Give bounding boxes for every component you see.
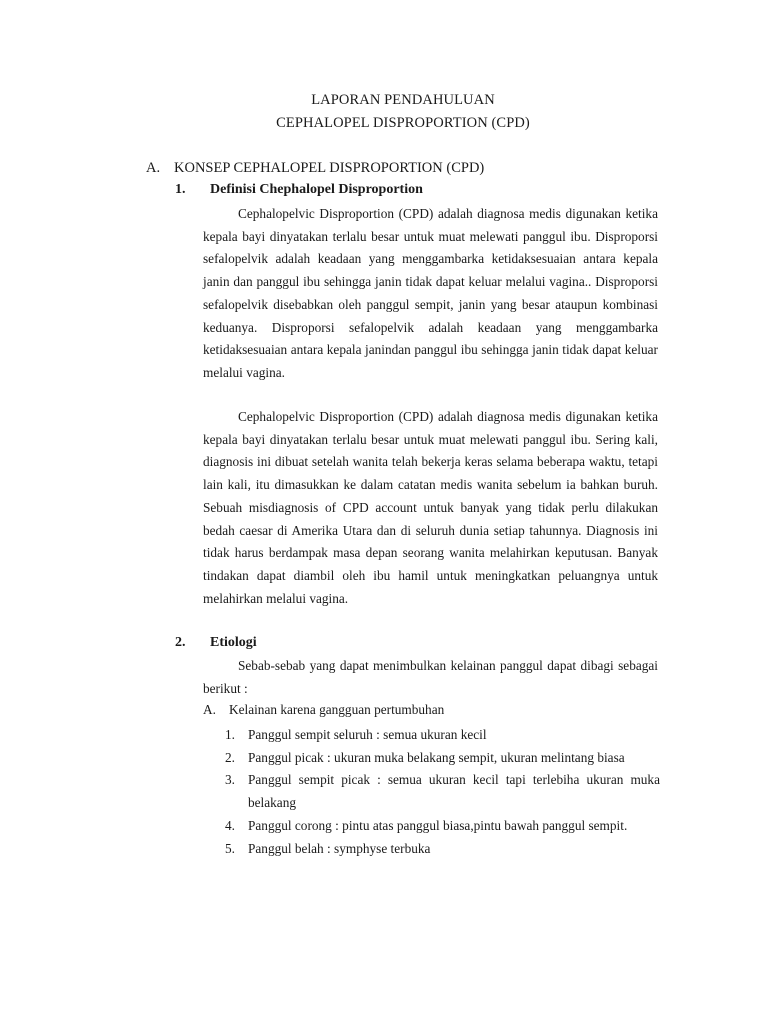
list-item-text: Panggul picak : ukuran muka belakang sempit, ukuran melintang biasa [248,749,625,765]
list-item [225,747,660,770]
list-item-text: Panggul sempit seluruh : semua ukuran kecil [248,727,487,742]
subsection-1-number: 1. [175,182,186,197]
list-item [225,769,660,814]
document-title-line1: LAPORAN PENDAHULUAN [311,92,495,108]
subsection-2-number: 2. [175,635,186,650]
subsection-2-heading [175,635,257,651]
list-item-number: 1. [225,727,235,742]
list-item-text: Panggul belah : symphyse terbuka [248,840,431,856]
list-item-number: 4. [225,817,235,833]
etiologi-intro-paragraph: Sebab-sebab yang dapat menimbulkan kelainan panggul dapat dibagi sebagai berikut : [203,658,658,696]
subsection-a-marker: A. [203,702,216,717]
definition-paragraph-2: Cephalopelvic Disproportion (CPD) adalah diagnosa medis digunakan ketika kepala bayi dinyatakan terlalu besar untuk muat melewati panggul ibu. Sering kali, diagnosis ini dibuat setelah wanita telah bekerja keras selama beberapa waktu, tetapi lain kali, itu dimasukkan ke dalam catatan medis wanita sebelum ia bahkan buruh. Sebuah misdiagnosis of CPD account untuk banyak yang tidak perlu dilakukan bedah caesar di Amerika Utara dan di seluruh dunia setiap tahunnya. Diagnosis ini tidak harus berdampak masa depan seorang wanita melahirkan keputusan. Banyak tindakan dapat diambil oleh ibu hamil untuk meningkatkan peluangnya untuk melahirkan melalui vagina. [203,409,658,606]
list-item-number: 2. [225,749,235,765]
section-a-marker: A. [146,160,161,176]
subsection-a-title: Kelainan karena gangguan pertumbuhan [229,702,445,717]
list-item [225,815,660,838]
subsection-1-title: Definisi Chephalopel Disproportion [210,182,423,197]
list-item [225,724,660,747]
document-title-line2: CEPHALOPEL DISPROPORTION (CPD) [276,115,530,131]
list-item [225,838,660,861]
section-a-heading [146,160,484,177]
list-item-text: Panggul sempit picak : semua ukuran kecil tapi terlebiha ukuran muka belakang [248,772,660,811]
subsection-1-heading [175,182,423,198]
definition-paragraph-1: Cephalopelvic Disproportion (CPD) adalah diagnosa medis digunakan ketika kepala bayi dinyatakan terlalu besar untuk muat melewati panggul ibu. Disproporsi sefalopelvik adalah keadaan yang menggambarka ketidaksesuaian antara kepala janin dan panggul ibu sehingga janin tidak dapat keluar melalui vagina.. Disproporsi sefalopelvik disebabkan oleh panggul sempit, janin yang besar ataupun kombinasi keduanya. Disproporsi sefalopelvik adalah keadaan yang menggambarka ketidaksesuaian antara kepala janindan panggul ibu sehingga janin tidak dapat keluar melalui vagina. [203,206,658,380]
subsection-a-heading [203,702,444,718]
list-item-text: Panggul corong : pintu atas panggul biasa,pintu bawah panggul sempit. [248,817,628,833]
list-item-number: 5. [225,840,235,856]
list-item-number: 3. [225,772,235,788]
etiologi-list [225,724,660,860]
subsection-2-title: Etiologi [210,635,257,650]
section-a-title: KONSEP CEPHALOPEL DISPROPORTION (CPD) [174,160,485,176]
